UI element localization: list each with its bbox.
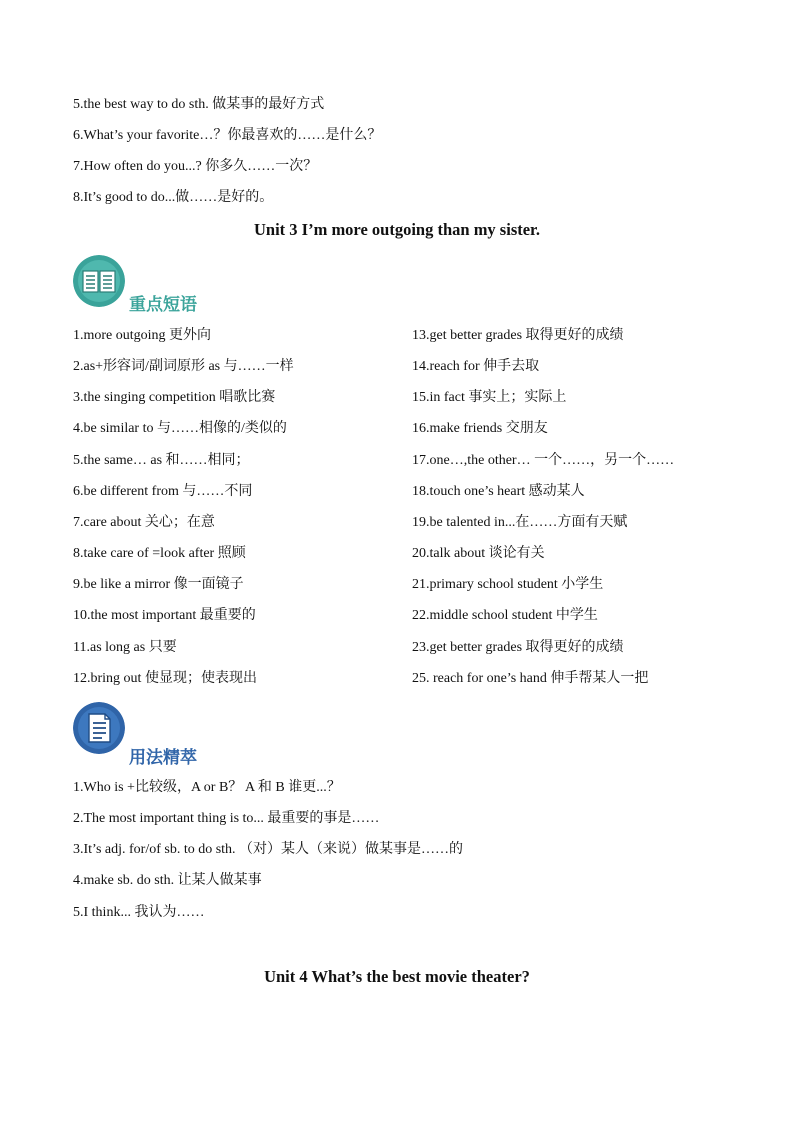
phrase-item: 12.bring out 使显现；使表现出 [73,671,257,686]
phrase-item: 6.be different from 与……不同 [73,484,253,499]
phrase-item: 14.reach for 伸手去取 [412,359,540,374]
phrase-item: 5.the same… as 和……相同； [73,453,250,468]
phrase-item: 22.middle school student 中学生 [412,608,598,623]
section-title: 重点短语 [129,295,197,315]
phrase-item: 11.as long as 只要 [73,640,177,655]
unit4-title: Unit 4 What’s the best movie theater? [264,967,530,986]
phrase-item: 23.get better grades 取得更好的成绩 [412,640,624,655]
phrase-item: 13.get better grades 取得更好的成绩 [412,328,624,343]
phrase-item: 2.as+形容词/副词原形 as 与……一样 [73,359,294,374]
phrase-item: 10.the most important 最重要的 [73,608,256,623]
intro-item: 7.How often do you...? 你多久……一次？ [73,159,318,174]
open-book-icon [73,255,125,307]
section-header-phrases [73,255,273,315]
intro-item: 8.It’s good to do...做……是好的。 [73,190,274,205]
phrase-item: 20.talk about 谈论有关 [412,546,545,561]
section-header-usage [73,702,273,768]
phrase-item: 25. reach for one’s hand 伸手帮某人一把 [412,671,649,686]
usage-item: 3.It’s adj. for/of sb. to do sth. （对）某人（来说）做某事是……的 [73,842,464,857]
phrase-item: 1.more outgoing 更外向 [73,328,212,343]
phrase-item: 7.care about 关心；在意 [73,515,215,530]
phrase-item: 9.be like a mirror 像一面镜子 [73,577,244,592]
phrase-item: 17.one…,the other… 一个……，另一个…… [412,453,675,468]
phrase-item: 16.make friends 交朋友 [412,421,548,436]
phrase-item: 8.take care of =look after 照顾 [73,546,246,561]
phrase-item: 21.primary school student 小学生 [412,577,604,592]
usage-item: 2.The most important thing is to... 最重要的事是…… [73,811,380,826]
phrase-item: 19.be talented in...在……方面有天赋 [412,515,628,530]
phrase-item: 4.be similar to 与……相像的/类似的 [73,421,287,436]
phrase-item: 18.touch one’s heart 感动某人 [412,484,585,499]
section-title: 用法精萃 [129,748,197,768]
phrase-item: 3.the singing competition 唱歌比赛 [73,390,276,405]
intro-item: 6.What’s your favorite…？你最喜欢的……是什么？ [73,128,382,143]
usage-item: 1.Who is +比较级，A or B？ A 和 B 谁更...？ [73,780,341,795]
usage-item: 5.I think... 我认为…… [73,905,205,920]
usage-item: 4.make sb. do sth. 让某人做某事 [73,873,262,888]
document-icon [73,702,125,754]
intro-item: 5.the best way to do sth. 做某事的最好方式 [73,97,325,112]
unit3-title: Unit 3 I’m more outgoing than my sister. [253,220,540,239]
phrase-item: 15.in fact 事实上；实际上 [412,390,567,405]
